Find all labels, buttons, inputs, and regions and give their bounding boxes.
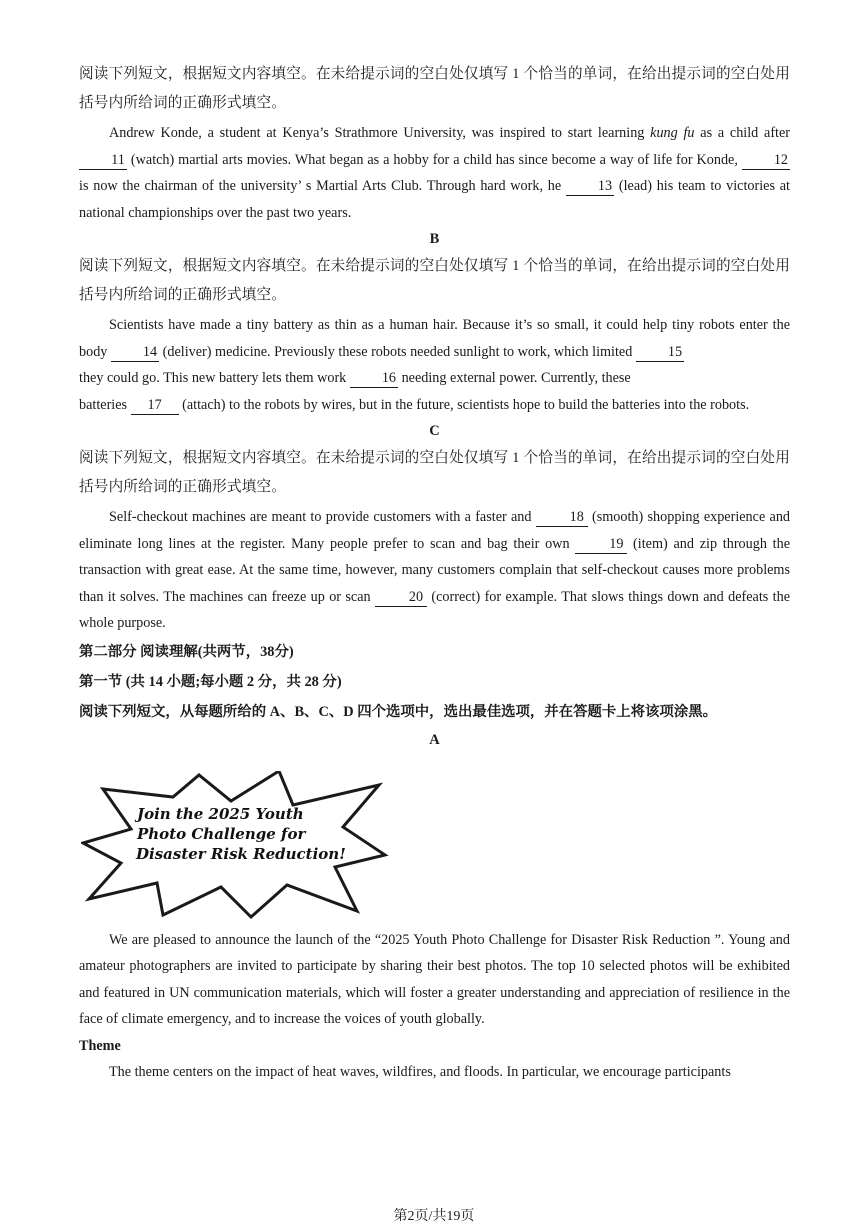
starburst-line-2: Photo Challenge for bbox=[137, 824, 306, 843]
blank-15[interactable]: 15 bbox=[636, 344, 684, 362]
section-letter-c: C bbox=[429, 423, 440, 439]
passage-a-text: Andrew Konde, a student at Kenya’s Strathmore University, was inspired to start learning bbox=[109, 125, 651, 141]
instruction-text: 阅读下列短文，根据短文内容填空。在未给提示词的空白处仅填写 1 个恰当的单词，在给出提示词的空白处用括号内所给词的正确形式填空。 bbox=[79, 258, 790, 303]
passage-c-text: (item) and zip through the transaction with great ease. At the same time, however, many customers complain that self-checkout causes more problems than it solves. The machines can freeze up or scan bbox=[79, 535, 790, 605]
passage-b-text: needing external power. Currently, these bbox=[398, 370, 631, 386]
reading-instruction: 阅读下列短文，从每题所给的 A、B、C、D 四个选项中，选出最佳选项，并在答题卡上将该项涂黑。 bbox=[79, 703, 717, 720]
reading-a-letter: A bbox=[429, 731, 440, 748]
passage-a-text: (watch) martial arts movies. What began as a hobby for a child has since become a way of life for Konde, bbox=[127, 151, 742, 168]
starburst-banner bbox=[81, 771, 391, 921]
passage-c-text: (correct) for example. That slows things down and defeats the whole purpose. bbox=[79, 588, 790, 631]
passage-b-text: Scientists have made a tiny battery as thin as a human hair. Because it’s so small, it could help tiny robots enter the body bbox=[79, 317, 790, 360]
part2-heading: 第二部分 阅读理解(共两节，38分) bbox=[79, 643, 294, 660]
blank-17[interactable]: 17 bbox=[131, 397, 179, 415]
starburst-text bbox=[137, 804, 377, 864]
passage-b-text: they could go. This new battery lets them work bbox=[79, 370, 350, 386]
passage-c-text: (smooth) shopping experience and eliminate long lines at the register. Many people prefer to scan and bag their own bbox=[79, 509, 791, 552]
page-content bbox=[79, 60, 790, 1086]
italic-term: kung fu bbox=[650, 125, 695, 141]
passage-a-text: (lead) his team to victories at national championships over the past two years. bbox=[79, 178, 790, 221]
passage-b-text: (attach) to the robots by wires, but in the future, scientists hope to build the batteries into the robots. bbox=[178, 396, 750, 413]
starburst-line-1: Join the 2025 Youth bbox=[137, 804, 304, 823]
passage-a-text: is now the chairman of the university’ s Martial Arts Club. Through hard work, he bbox=[79, 178, 566, 194]
theme-heading: Theme bbox=[79, 1037, 121, 1054]
passage-a bbox=[79, 120, 790, 226]
starburst-line-3: Disaster Risk Reduction! bbox=[136, 844, 346, 863]
passage-b bbox=[79, 312, 790, 392]
passage-c-text: Self-checkout machines are meant to provide customers with a faster and bbox=[109, 509, 536, 525]
instruction-text: 阅读下列短文，根据短文内容填空。在未给提示词的空白处仅填写 1 个恰当的单词，在给出提示词的空白处用括号内所给词的正确形式填空。 bbox=[79, 66, 790, 111]
section1-heading: 第一节 (共 14 小题;每小题 2 分，共 28 分) bbox=[79, 673, 342, 690]
theme-paragraph: The theme centers on the impact of heat waves, wildfires, and floods. In particular, we encourage participants bbox=[109, 1064, 731, 1080]
passage-a-text: as a child after bbox=[694, 125, 791, 141]
blank-12[interactable]: 12 bbox=[742, 152, 790, 170]
blank-20[interactable]: 20 bbox=[375, 589, 427, 607]
section-letter-b: B bbox=[429, 231, 440, 247]
passage-b-text: (deliver) medicine. Previously these robots needed sunlight to work, which limited bbox=[159, 343, 636, 360]
blank-14[interactable]: 14 bbox=[111, 344, 159, 362]
page-footer: 第2页/共19页 bbox=[393, 1209, 475, 1224]
blank-11[interactable]: 11 bbox=[79, 152, 127, 170]
announcement-paragraph: We are pleased to announce the launch of the “2025 Youth Photo Challenge for Disaster Risk Reduction ”. Young and amateur photographers are invited to participate by sharing their best photos. The top 10 selected photos will be exhibited and featured in UN communication materials, which will foster a greater understanding and appreciation of resilience in the face of climate emergency, and to increase the voices of youth globally. bbox=[79, 931, 790, 1027]
passage-c bbox=[79, 504, 790, 637]
blank-13[interactable]: 13 bbox=[566, 178, 614, 196]
passage-b-continued bbox=[79, 392, 790, 419]
blank-18[interactable]: 18 bbox=[536, 509, 588, 527]
instruction-text: 阅读下列短文，根据短文内容填空。在未给提示词的空白处仅填写 1 个恰当的单词，在给出提示词的空白处用括号内所给词的正确形式填空。 bbox=[79, 450, 790, 495]
blank-16[interactable]: 16 bbox=[350, 370, 398, 388]
passage-b-text: batteries bbox=[79, 396, 131, 413]
blank-19[interactable]: 19 bbox=[575, 536, 627, 554]
